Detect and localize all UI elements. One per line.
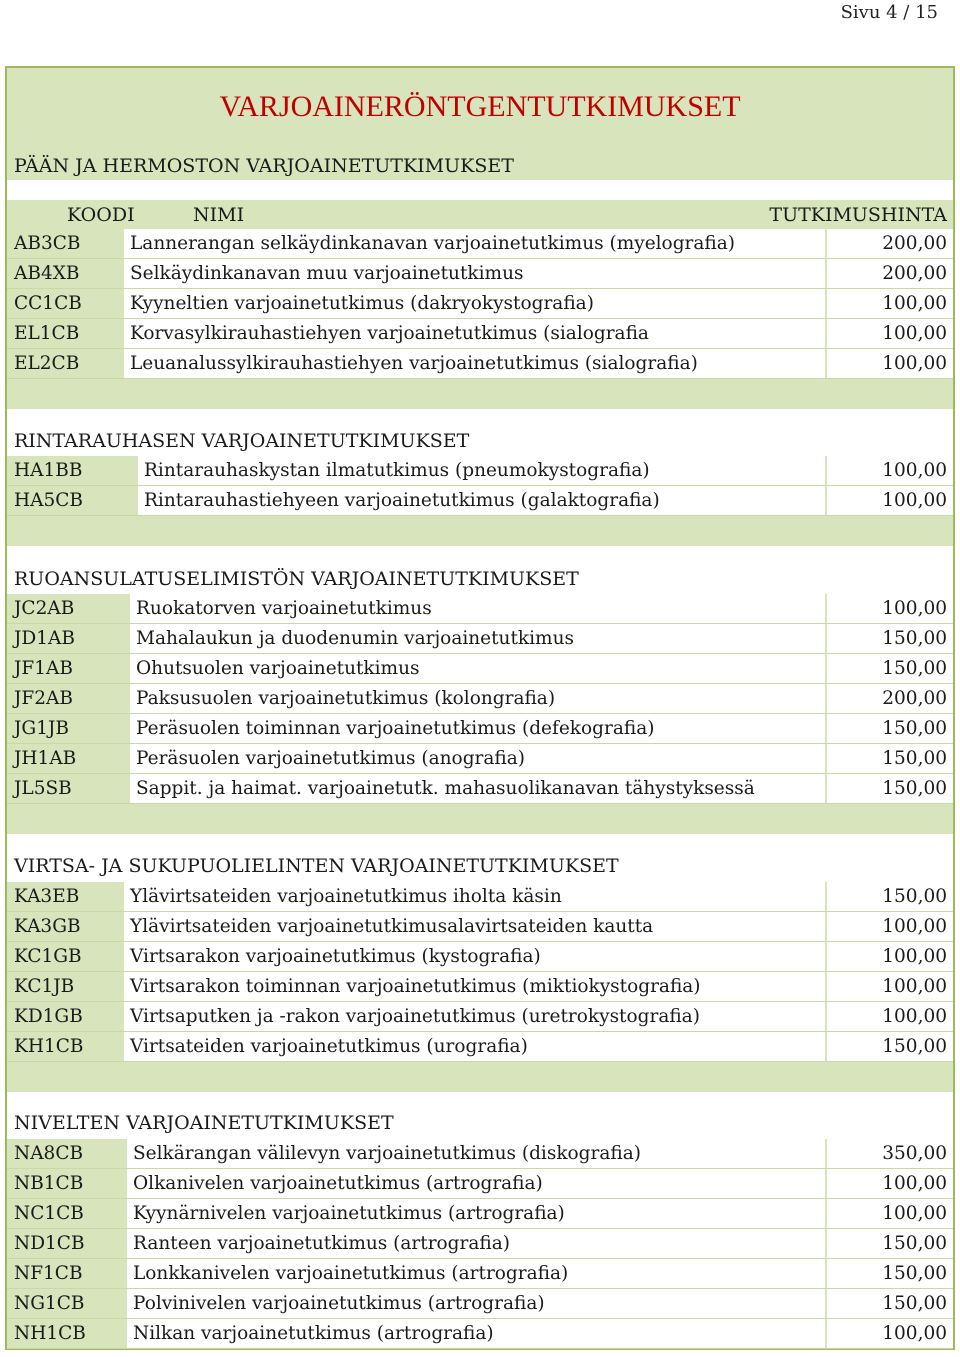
row-price: 100,00	[882, 490, 947, 511]
row-price: 150,00	[882, 1263, 947, 1284]
table-row	[7, 744, 953, 774]
row-code: HA1BB	[14, 460, 83, 481]
table-row	[7, 774, 953, 804]
table-row	[7, 594, 953, 624]
row-name: Ylävirtsateiden varjoainetutkimusalavirtsateiden kautta	[130, 916, 654, 937]
row-code: KC1JB	[14, 976, 75, 997]
row-name: Virtsarakon toiminnan varjoainetutkimus (miktiokystografia)	[130, 976, 701, 997]
row-name: Polvinivelen varjoainetutkimus (artrografia)	[133, 1293, 545, 1314]
table-row	[7, 289, 953, 319]
row-name: Kyynärnivelen varjoainetutkimus (artrografia)	[133, 1203, 565, 1224]
table-row	[7, 654, 953, 684]
row-code: JD1AB	[14, 628, 75, 649]
table-row	[7, 259, 953, 289]
row-price: 150,00	[882, 1293, 947, 1314]
section-title: VIRTSA- JA SUKUPUOLIELINTEN VARJOAINETUTKIMUKSET	[14, 855, 619, 877]
row-name: Kyyneltien varjoainetutkimus (dakryokystografia)	[130, 293, 594, 314]
row-price: 100,00	[882, 976, 947, 997]
row-name: Paksusuolen varjoainetutkimus (kolongrafia)	[136, 688, 556, 709]
row-code: EL2CB	[14, 353, 80, 374]
row-code: KD1GB	[14, 1006, 83, 1027]
row-code: KH1CB	[14, 1036, 84, 1057]
table-row	[7, 486, 953, 516]
table-row	[7, 1229, 953, 1259]
row-code: NF1CB	[14, 1263, 83, 1284]
column-header-name: NIMI	[193, 204, 245, 226]
section-title: RINTARAUHASEN VARJOAINETUTKIMUKSET	[14, 430, 470, 452]
row-code: HA5CB	[14, 490, 84, 511]
row-divider	[7, 1348, 953, 1349]
row-name: Lannerangan selkäydinkanavan varjoainetutkimus (myelografia)	[130, 233, 735, 254]
table-row	[7, 1319, 953, 1349]
row-code: KA3GB	[14, 916, 81, 937]
row-price: 100,00	[882, 323, 947, 344]
column-header-price: TUTKIMUSHINTA	[769, 204, 947, 226]
row-code: JF1AB	[14, 658, 73, 679]
section-title: RUOANSULATUSELIMISTÖN VARJOAINETUTKIMUKSET	[14, 568, 579, 590]
row-code: NH1CB	[14, 1323, 86, 1344]
row-price: 100,00	[882, 1203, 947, 1224]
row-code: AB3CB	[14, 233, 81, 254]
row-code: EL1CB	[14, 323, 80, 344]
row-price: 200,00	[882, 233, 947, 254]
row-price: 350,00	[882, 1143, 947, 1164]
table-row	[7, 1002, 953, 1032]
row-price: 100,00	[882, 353, 947, 374]
row-name: Nilkan varjoainetutkimus (artrografia)	[133, 1323, 494, 1344]
table-row	[7, 942, 953, 972]
page-number: Sivu 4 / 15	[840, 2, 938, 23]
table-row	[7, 1169, 953, 1199]
row-price: 100,00	[882, 1006, 947, 1027]
row-price: 100,00	[882, 460, 947, 481]
table-row	[7, 456, 953, 486]
row-code: NG1CB	[14, 1293, 85, 1314]
row-code: CC1CB	[14, 293, 82, 314]
section-spacer	[7, 804, 953, 834]
row-name: Rintarauhastiehyeen varjoainetutkimus (galaktografia)	[144, 490, 660, 511]
row-name: Mahalaukun ja duodenumin varjoainetutkimus	[136, 628, 574, 649]
table-row	[7, 319, 953, 349]
row-price: 150,00	[882, 886, 947, 907]
section-spacer	[7, 1062, 953, 1092]
row-code: NB1CB	[14, 1173, 84, 1194]
row-code: KA3EB	[14, 886, 80, 907]
table-row	[7, 882, 953, 912]
table-row	[7, 1032, 953, 1062]
row-code: NC1CB	[14, 1203, 84, 1224]
row-name: Peräsuolen varjoainetutkimus (anografia)	[136, 748, 525, 769]
row-price: 150,00	[882, 628, 947, 649]
row-name: Ruokatorven varjoainetutkimus	[136, 598, 432, 619]
row-name: Sappit. ja haimat. varjoainetutk. mahasuolikanavan tähystyksessä	[136, 778, 755, 799]
section-title: PÄÄN JA HERMOSTON VARJOAINETUTKIMUKSET	[14, 155, 514, 177]
table-row	[7, 1199, 953, 1229]
row-name: Korvasylkirauhastiehyen varjoainetutkimus (sialografia	[130, 323, 649, 344]
table-row	[7, 349, 953, 379]
row-price: 100,00	[882, 946, 947, 967]
table-row	[7, 912, 953, 942]
row-code: NA8CB	[14, 1143, 84, 1164]
table-row	[7, 684, 953, 714]
row-price: 200,00	[882, 263, 947, 284]
table-row	[7, 972, 953, 1002]
row-name: Ylävirtsateiden varjoainetutkimus iholta käsin	[130, 886, 562, 907]
section-title: NIVELTEN VARJOAINETUTKIMUKSET	[14, 1112, 394, 1134]
row-price: 100,00	[882, 598, 947, 619]
row-name: Lonkkanivelen varjoainetutkimus (artrografia)	[133, 1263, 569, 1284]
row-name: Virtsateiden varjoainetutkimus (urografia)	[130, 1036, 528, 1057]
row-name: Selkärangan välilevyn varjoainetutkimus (diskografia)	[133, 1143, 641, 1164]
row-name: Olkanivelen varjoainetutkimus (artrografia)	[133, 1173, 543, 1194]
row-code: KC1GB	[14, 946, 82, 967]
row-name: Selkäydinkanavan muu varjoainetutkimus	[130, 263, 524, 284]
row-price: 100,00	[882, 1323, 947, 1344]
row-price: 100,00	[882, 293, 947, 314]
row-name: Peräsuolen toiminnan varjoainetutkimus (defekografia)	[136, 718, 655, 739]
section-spacer	[7, 516, 953, 546]
row-code: JF2AB	[14, 688, 73, 709]
row-name: Virtsaputken ja -rakon varjoainetutkimus (uretrokystografia)	[130, 1006, 700, 1027]
section-spacer	[7, 379, 953, 409]
row-price: 150,00	[882, 1036, 947, 1057]
row-code: JH1AB	[14, 748, 77, 769]
row-name: Virtsarakon varjoainetutkimus (kystografia)	[130, 946, 541, 967]
column-header-code: KOODI	[67, 204, 135, 226]
table-row	[7, 1139, 953, 1169]
row-code: AB4XB	[14, 263, 80, 284]
row-price: 200,00	[882, 688, 947, 709]
table-row	[7, 229, 953, 259]
row-price: 150,00	[882, 718, 947, 739]
row-price: 150,00	[882, 1233, 947, 1254]
table-row	[7, 1259, 953, 1289]
row-name: Ranteen varjoainetutkimus (artrografia)	[133, 1233, 510, 1254]
row-price: 150,00	[882, 748, 947, 769]
table-row	[7, 624, 953, 654]
row-code: JL5SB	[14, 778, 72, 799]
row-name: Rintarauhaskystan ilmatutkimus (pneumokystografia)	[144, 460, 650, 481]
row-name: Leuanalussylkirauhastiehyen varjoainetutkimus (sialografia)	[130, 353, 698, 374]
row-price: 100,00	[882, 1173, 947, 1194]
row-name: Ohutsuolen varjoainetutkimus	[136, 658, 420, 679]
table-row	[7, 714, 953, 744]
row-code: JG1JB	[14, 718, 69, 739]
page-title: VARJOAINERÖNTGENTUTKIMUKSET	[219, 90, 741, 123]
table-row	[7, 1289, 953, 1319]
row-price: 150,00	[882, 778, 947, 799]
row-code: JC2AB	[14, 598, 75, 619]
row-price: 150,00	[882, 658, 947, 679]
column-headers	[7, 200, 953, 230]
row-code: ND1CB	[14, 1233, 85, 1254]
row-price: 100,00	[882, 916, 947, 937]
